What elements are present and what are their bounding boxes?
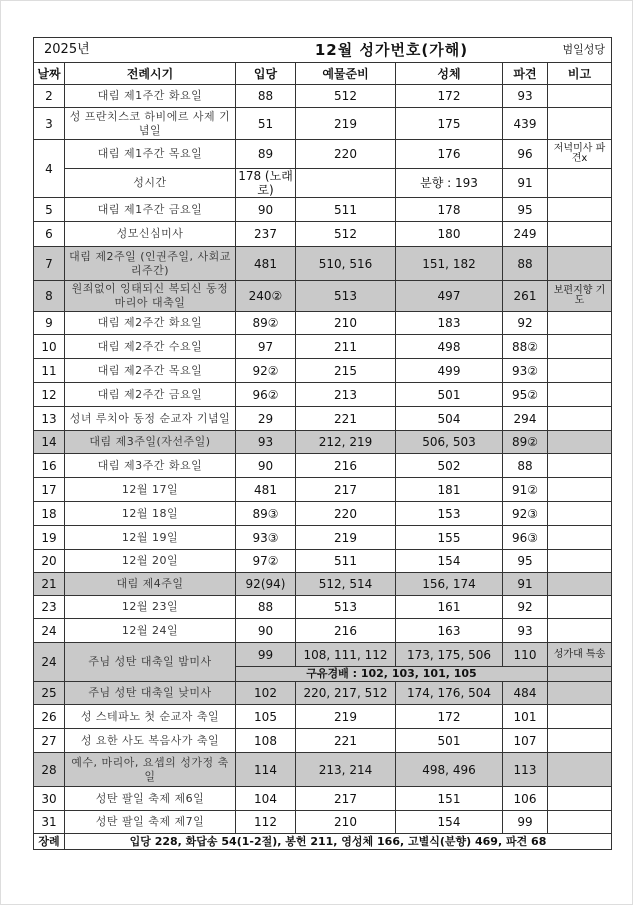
note-cell [548, 383, 612, 407]
dismissal-hymn-cell: 113 [503, 753, 548, 787]
hymn-number-table [33, 37, 612, 850]
date-cell: 5 [34, 198, 65, 222]
col-header-liturgy: 전례시기 [65, 63, 236, 85]
communion-hymn-cell: 163 [396, 619, 503, 643]
note-cell [548, 682, 612, 705]
note-cell [548, 312, 612, 335]
table-row [34, 140, 612, 169]
liturgy-cell: 성 스테파노 첫 순교자 축일 [65, 705, 236, 729]
liturgy-cell: 주님 성탄 대축일 낮미사 [65, 682, 236, 705]
communion-hymn-cell: 497 [396, 281, 503, 312]
date-cell: 8 [34, 281, 65, 312]
communion-hymn-cell: 498, 496 [396, 753, 503, 787]
communion-hymn-cell: 183 [396, 312, 503, 335]
liturgy-cell: 대림 제1주간 목요일 [65, 140, 236, 169]
entrance-hymn-cell: 92(94) [236, 573, 296, 596]
date-cell: 4 [34, 140, 65, 198]
table-row [34, 811, 612, 834]
liturgy-cell: 원죄없이 잉태되신 복되신 동정 마리아 대축일 [65, 281, 236, 312]
note-cell: 저녁미사 파견x [548, 140, 612, 169]
liturgy-cell: 대림 제1주간 금요일 [65, 198, 236, 222]
funeral-hymns: 입당 228, 화답송 54(1-2절), 봉헌 211, 영성체 166, 고별식(분향) 469, 파견 68 [65, 834, 612, 850]
date-cell: 19 [34, 526, 65, 550]
table-row [34, 643, 612, 667]
entrance-hymn-cell: 90 [236, 198, 296, 222]
dismissal-hymn-cell: 249 [503, 222, 548, 247]
table-row [34, 454, 612, 478]
entrance-hymn-cell: 90 [236, 619, 296, 643]
entrance-hymn-cell: 93 [236, 431, 296, 454]
title-row [34, 38, 612, 63]
dismissal-hymn-cell: 110 [503, 643, 548, 667]
entrance-hymn-cell: 114 [236, 753, 296, 787]
offertory-hymn-cell: 210 [296, 312, 396, 335]
communion-hymn-cell: 151 [396, 787, 503, 811]
table-row [34, 222, 612, 247]
note-cell [548, 169, 612, 198]
offertory-hymn-cell: 220, 217, 512 [296, 682, 396, 705]
date-cell: 12 [34, 383, 65, 407]
note-cell [548, 478, 612, 502]
entrance-hymn-cell: 89 [236, 140, 296, 169]
offertory-hymn-cell: 512 [296, 85, 396, 108]
communion-hymn-cell: 172 [396, 705, 503, 729]
table-row [34, 526, 612, 550]
offertory-hymn-cell: 512 [296, 222, 396, 247]
dismissal-hymn-cell: 439 [503, 108, 548, 140]
note-cell [548, 753, 612, 787]
date-cell: 14 [34, 431, 65, 454]
dismissal-hymn-cell: 92 [503, 312, 548, 335]
note-cell [548, 454, 612, 478]
table-row [34, 335, 612, 359]
liturgy-cell: 12월 20일 [65, 550, 236, 573]
note-cell [548, 85, 612, 108]
entrance-hymn-cell: 90 [236, 454, 296, 478]
date-cell: 24 [34, 619, 65, 643]
offertory-hymn-cell: 221 [296, 729, 396, 753]
date-cell: 17 [34, 478, 65, 502]
liturgy-cell: 대림 제2주간 목요일 [65, 359, 236, 383]
entrance-hymn-cell: 108 [236, 729, 296, 753]
note-cell [548, 787, 612, 811]
communion-hymn-cell: 498 [396, 335, 503, 359]
entrance-hymn-cell: 112 [236, 811, 296, 834]
dismissal-hymn-cell: 89② [503, 431, 548, 454]
liturgy-cell: 대림 제3주일(자선주일) [65, 431, 236, 454]
liturgy-cell: 12월 17일 [65, 478, 236, 502]
dismissal-hymn-cell: 101 [503, 705, 548, 729]
offertory-hymn-cell: 213, 214 [296, 753, 396, 787]
liturgy-cell: 대림 제1주간 화요일 [65, 85, 236, 108]
date-cell: 10 [34, 335, 65, 359]
entrance-hymn-cell: 240② [236, 281, 296, 312]
table-row [34, 108, 612, 140]
communion-hymn-cell: 501 [396, 383, 503, 407]
dismissal-hymn-cell: 91 [503, 573, 548, 596]
liturgy-cell: 대림 제2주간 금요일 [65, 383, 236, 407]
communion-hymn-cell: 504 [396, 407, 503, 431]
liturgy-cell: 주님 성탄 대축일 밤미사 [65, 643, 236, 682]
offertory-hymn-cell: 213 [296, 383, 396, 407]
note-cell [548, 729, 612, 753]
col-header-dismissal: 파견 [503, 63, 548, 85]
liturgy-cell: 성녀 루치아 동정 순교자 기념일 [65, 407, 236, 431]
offertory-hymn-cell: 216 [296, 454, 396, 478]
table-row [34, 85, 612, 108]
table-row [34, 596, 612, 619]
date-cell: 16 [34, 454, 65, 478]
dismissal-hymn-cell: 92 [503, 596, 548, 619]
liturgy-cell: 성시간 [65, 169, 236, 198]
liturgy-cell: 대림 제2주일 (인권주일, 사회교리주간) [65, 247, 236, 281]
note-cell [548, 550, 612, 573]
date-cell: 25 [34, 682, 65, 705]
entrance-hymn-cell: 97② [236, 550, 296, 573]
communion-hymn-cell: 153 [396, 502, 503, 526]
entrance-hymn-cell: 92② [236, 359, 296, 383]
table-row [34, 247, 612, 281]
note-cell [548, 108, 612, 140]
table-row [34, 619, 612, 643]
note-cell [548, 247, 612, 281]
note-cell [548, 502, 612, 526]
note-cell [548, 573, 612, 596]
offertory-hymn-cell: 513 [296, 596, 396, 619]
note-cell [548, 705, 612, 729]
note-cell [548, 222, 612, 247]
offertory-hymn-cell [296, 169, 396, 198]
communion-hymn-cell: 156, 174 [396, 573, 503, 596]
offertory-hymn-cell: 510, 516 [296, 247, 396, 281]
dismissal-hymn-cell: 96③ [503, 526, 548, 550]
dismissal-hymn-cell: 107 [503, 729, 548, 753]
dismissal-hymn-cell: 484 [503, 682, 548, 705]
entrance-hymn-cell: 89③ [236, 502, 296, 526]
date-cell: 30 [34, 787, 65, 811]
date-cell: 18 [34, 502, 65, 526]
offertory-hymn-cell: 511 [296, 550, 396, 573]
table-row [34, 705, 612, 729]
date-cell: 31 [34, 811, 65, 834]
table-row [34, 383, 612, 407]
communion-hymn-cell: 499 [396, 359, 503, 383]
entrance-hymn-cell: 89② [236, 312, 296, 335]
offertory-hymn-cell: 220 [296, 140, 396, 169]
liturgy-cell: 성모신심미사 [65, 222, 236, 247]
entrance-hymn-cell: 481 [236, 247, 296, 281]
offertory-hymn-cell: 219 [296, 526, 396, 550]
dismissal-hymn-cell: 91② [503, 478, 548, 502]
table-row [34, 169, 612, 198]
communion-hymn-cell: 151, 182 [396, 247, 503, 281]
funeral-label: 장례 [34, 834, 65, 850]
note-cell [548, 811, 612, 834]
col-header-note: 비고 [548, 63, 612, 85]
communion-hymn-cell: 501 [396, 729, 503, 753]
dismissal-hymn-cell: 106 [503, 787, 548, 811]
note-cell [548, 431, 612, 454]
date-cell: 26 [34, 705, 65, 729]
liturgy-cell: 성탄 팔일 축제 제6일 [65, 787, 236, 811]
liturgy-cell: 성탄 팔일 축제 제7일 [65, 811, 236, 834]
offertory-hymn-cell: 511 [296, 198, 396, 222]
dismissal-hymn-cell: 95 [503, 198, 548, 222]
date-cell: 7 [34, 247, 65, 281]
date-cell: 24 [34, 643, 65, 682]
table-row [34, 431, 612, 454]
entrance-hymn-cell: 178 (노래로) [236, 169, 296, 198]
offertory-hymn-cell: 108, 111, 112 [296, 643, 396, 667]
communion-hymn-cell: 174, 176, 504 [396, 682, 503, 705]
dismissal-hymn-cell: 91 [503, 169, 548, 198]
communion-hymn-cell: 154 [396, 550, 503, 573]
table-row [34, 478, 612, 502]
liturgy-cell: 대림 제2주간 수요일 [65, 335, 236, 359]
communion-hymn-cell: 173, 175, 506 [396, 643, 503, 667]
entrance-hymn-cell: 99 [236, 643, 296, 667]
offertory-hymn-cell: 215 [296, 359, 396, 383]
col-header-offertory: 예물준비 [296, 63, 396, 85]
communion-hymn-cell: 178 [396, 198, 503, 222]
note-cell [548, 335, 612, 359]
note-cell [548, 526, 612, 550]
offertory-hymn-cell: 211 [296, 335, 396, 359]
offertory-hymn-cell: 512, 514 [296, 573, 396, 596]
note-cell [548, 667, 612, 682]
date-cell: 3 [34, 108, 65, 140]
entrance-hymn-cell: 237 [236, 222, 296, 247]
liturgy-cell: 대림 제2주간 화요일 [65, 312, 236, 335]
table-row [34, 359, 612, 383]
entrance-hymn-cell: 88 [236, 596, 296, 619]
date-cell: 6 [34, 222, 65, 247]
liturgy-cell: 성 요한 사도 복음사가 축일 [65, 729, 236, 753]
dismissal-hymn-cell: 95② [503, 383, 548, 407]
offertory-hymn-cell: 217 [296, 787, 396, 811]
note-cell: 성가대 특송 [548, 643, 612, 667]
date-cell: 11 [34, 359, 65, 383]
offertory-hymn-cell: 513 [296, 281, 396, 312]
table-row [34, 198, 612, 222]
date-cell: 20 [34, 550, 65, 573]
table-row [34, 502, 612, 526]
liturgy-cell: 성 프란치스코 하비에르 사제 기념일 [65, 108, 236, 140]
dismissal-hymn-cell: 99 [503, 811, 548, 834]
offertory-hymn-cell: 219 [296, 108, 396, 140]
date-cell: 28 [34, 753, 65, 787]
date-cell: 13 [34, 407, 65, 431]
church-name: 범일성당 [548, 38, 612, 63]
note-cell [548, 359, 612, 383]
col-header-entrance: 입당 [236, 63, 296, 85]
dismissal-hymn-cell: 88 [503, 454, 548, 478]
dismissal-hymn-cell: 96 [503, 140, 548, 169]
entrance-hymn-cell: 88 [236, 85, 296, 108]
entrance-hymn-cell: 93③ [236, 526, 296, 550]
table-row [34, 682, 612, 705]
offertory-hymn-cell: 221 [296, 407, 396, 431]
entrance-hymn-cell: 29 [236, 407, 296, 431]
offertory-hymn-cell: 216 [296, 619, 396, 643]
table-row [34, 281, 612, 312]
note-cell [548, 619, 612, 643]
dismissal-hymn-cell: 92③ [503, 502, 548, 526]
communion-hymn-cell: 176 [396, 140, 503, 169]
col-header-date: 날짜 [34, 63, 65, 85]
date-cell: 27 [34, 729, 65, 753]
entrance-hymn-cell: 105 [236, 705, 296, 729]
entrance-hymn-cell: 51 [236, 108, 296, 140]
dismissal-hymn-cell: 88 [503, 247, 548, 281]
liturgy-cell: 12월 23일 [65, 596, 236, 619]
communion-hymn-cell: 506, 503 [396, 431, 503, 454]
communion-hymn-cell: 분향 : 193 [396, 169, 503, 198]
table-row [34, 753, 612, 787]
communion-hymn-cell: 181 [396, 478, 503, 502]
communion-hymn-cell: 154 [396, 811, 503, 834]
liturgy-cell: 대림 제4주일 [65, 573, 236, 596]
liturgy-cell: 대림 제3주간 화요일 [65, 454, 236, 478]
communion-hymn-cell: 155 [396, 526, 503, 550]
date-cell: 23 [34, 596, 65, 619]
table-row [34, 787, 612, 811]
offertory-hymn-cell: 212, 219 [296, 431, 396, 454]
table-row [34, 407, 612, 431]
offertory-hymn-cell: 217 [296, 478, 396, 502]
offertory-hymn-cell: 219 [296, 705, 396, 729]
dismissal-hymn-cell: 95 [503, 550, 548, 573]
dismissal-hymn-cell: 93② [503, 359, 548, 383]
date-cell: 2 [34, 85, 65, 108]
offertory-hymn-cell: 210 [296, 811, 396, 834]
dismissal-hymn-cell: 261 [503, 281, 548, 312]
liturgy-cell: 12월 24일 [65, 619, 236, 643]
communion-hymn-cell: 180 [396, 222, 503, 247]
liturgy-cell: 12월 18일 [65, 502, 236, 526]
col-header-communion: 성체 [396, 63, 503, 85]
date-cell: 21 [34, 573, 65, 596]
manger-veneration-cell: 구유경배 : 102, 103, 101, 105 [236, 667, 548, 682]
funeral-row [34, 834, 612, 850]
entrance-hymn-cell: 481 [236, 478, 296, 502]
entrance-hymn-cell: 102 [236, 682, 296, 705]
dismissal-hymn-cell: 88② [503, 335, 548, 359]
header-row [34, 63, 612, 85]
note-cell [548, 407, 612, 431]
communion-hymn-cell: 172 [396, 85, 503, 108]
year-label: 2025년 [34, 38, 236, 63]
dismissal-hymn-cell: 93 [503, 85, 548, 108]
communion-hymn-cell: 502 [396, 454, 503, 478]
date-cell: 9 [34, 312, 65, 335]
table-row [34, 573, 612, 596]
communion-hymn-cell: 175 [396, 108, 503, 140]
communion-hymn-cell: 161 [396, 596, 503, 619]
note-cell [548, 596, 612, 619]
entrance-hymn-cell: 104 [236, 787, 296, 811]
note-cell: 보편지향 기도 [548, 281, 612, 312]
dismissal-hymn-cell: 294 [503, 407, 548, 431]
liturgy-cell: 예수, 마리아, 요셉의 성가정 축일 [65, 753, 236, 787]
offertory-hymn-cell: 220 [296, 502, 396, 526]
entrance-hymn-cell: 96② [236, 383, 296, 407]
liturgy-cell: 12월 19일 [65, 526, 236, 550]
table-row [34, 729, 612, 753]
table-row [34, 550, 612, 573]
page-title: 12월 성가번호(가해) [236, 38, 548, 63]
table-row [34, 312, 612, 335]
dismissal-hymn-cell: 93 [503, 619, 548, 643]
note-cell [548, 198, 612, 222]
entrance-hymn-cell: 97 [236, 335, 296, 359]
